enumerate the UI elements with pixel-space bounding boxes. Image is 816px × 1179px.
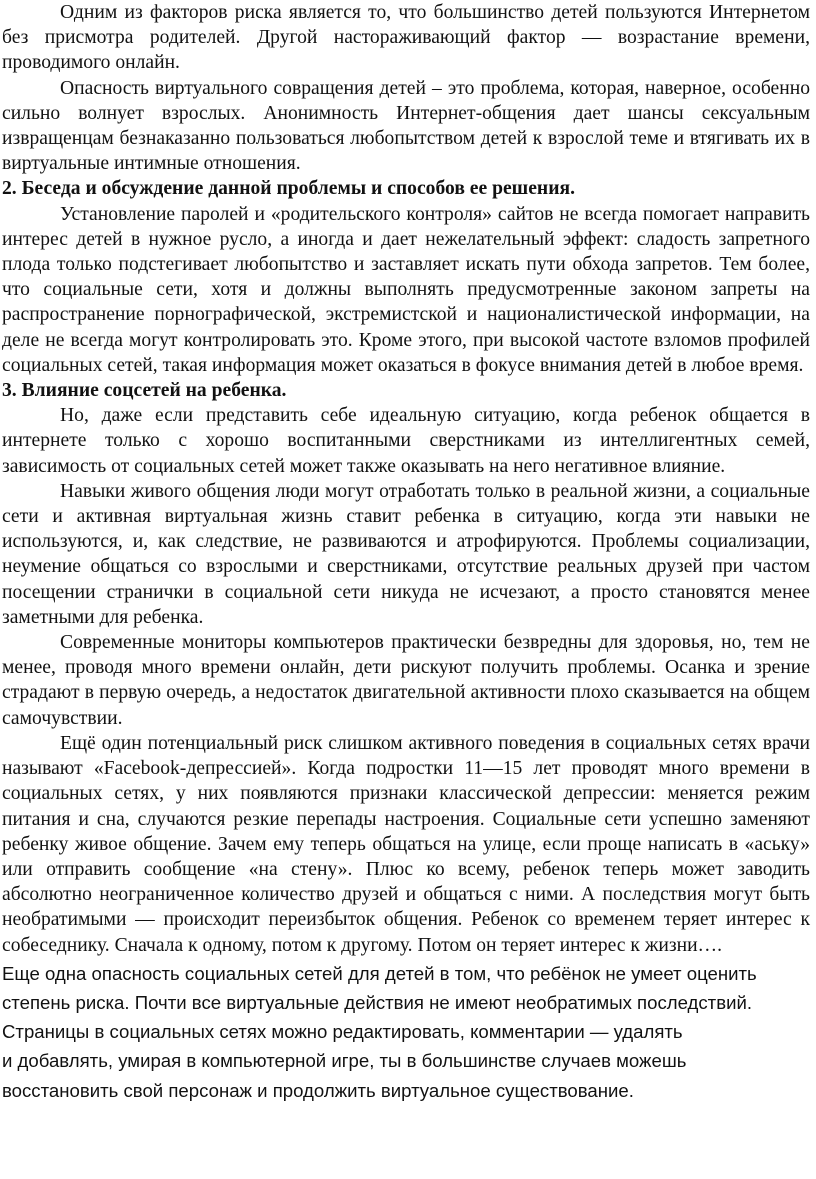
paragraph-ideal-situation: Но, даже если представить себе идеальную ситуацию, когда ребенок общается в интернете только с хорошо воспитанными сверстниками из интеллигентных семей, зависимость от социальных сетей может также оказывать на него негативное влияние. — [2, 405, 810, 477]
paragraph-communication-skills: Навыки живого общения люди могут отработать только в реальной жизни, а социальные сети и активная виртуальная жизнь ставит ребенка в ситуацию, когда эти навыки не используются, и, как следствие, не развиваются и атрофируются. Проблемы социализации, неумение общаться со взрослыми и сверстниками, отсутствие реальных друзей при частом посещении странички в социальной сети никуда не исчезают, а просто становятся менее заметными для ребенка. — [2, 480, 810, 628]
paragraph-facebook-depression: Ещё один потенциальный риск слишком активного поведения в социальных сетях врачи называют «Facebook-депрессией». Когда подростки 11—15 лет проводят много времени в социальных сетях, у них появляются признаки классической депрессии: меняется режим питания и сна, случаются резкие перепады настроения. Социальные сети успешно заменяют ребенку живое общение. Зачем ему теперь общаться на улице, если проще написать в «аську» или отправить сообщение «на стену». Плюс ко всему, ребенок теперь может заводить абсолютно неограниченное количество друзей и общаться с ними. А последствия могут быть необратимыми — происходит переизбыток общения. Ребенок со временем теряет интерес к собеседнику. Сначала к одному, потом к другому. Потом он теряет интерес к жизни…. — [2, 732, 810, 956]
paragraph-virtual-danger: Опасность виртуального совращения детей – это проблема, которая, наверное, особенно сильно волнует взрослых. Анонимность Интернет-общения дает шансы сексуальным извращенцам безнаказанно пользоваться любопытством детей к взрослой теме и втягивать их в виртуальные интимные отношения. — [2, 77, 810, 175]
closing-line: Еще одна опасность социальных сетей для детей в том, что ребёнок не умеет оценить — [2, 962, 757, 984]
section-2-heading: 2. Беседа и обсуждение данной проблемы и способов ее решения. — [2, 178, 576, 200]
closing-block — [2, 959, 810, 1105]
paragraph-health: Современные мониторы компьютеров практически безвредны для здоровья, но, тем не менее, проводя много времени онлайн, дети рискуют получить проблемы. Осанка и зрение страдают в первую очередь, а недостаток двигательной активности плохо сказывается на общем самочувствии. — [2, 632, 810, 729]
closing-line: степень риска. Почти все виртуальные действия не имеют необратимых последствий. — [2, 991, 753, 1013]
closing-line: восстановить свой персонаж и продолжить виртуальное существование. — [2, 1079, 634, 1101]
section-3-heading: 3. Влияние соцсетей на ребенка. — [2, 380, 287, 402]
closing-line: и добавлять, умирая в компьютерной игре, ты в большинстве случаев можешь — [2, 1050, 687, 1072]
paragraph-risk-factors: Одним из факторов риска является то, что большинство детей пользуются Интернетом без присмотра родителей. Другой настораживающий фактор — возрастание времени, проводимого онлайн. — [2, 2, 810, 74]
paragraph-parental-control: Установление паролей и «родительского контроля» сайтов не всегда помогает направить интерес детей в нужное русло, а иногда и дает нежелательный эффект: сладость запретного плода только подстегивает любопытство и заставляет искать пути обхода запретов. Тем более, что социальные сети, хотя и должны выполнять предусмотренные законом запреты на распространение порнографической, экстремистской и националистической информации, на деле не всегда могут контролировать это. Кроме этого, при высокой частоте взломов профилей социальных сетей, такая информация может оказаться в фокусе внимания детей в любое время. — [2, 203, 810, 376]
closing-line: Страницы в социальных сетях можно редактировать, комментарии — удалять — [2, 1021, 683, 1043]
